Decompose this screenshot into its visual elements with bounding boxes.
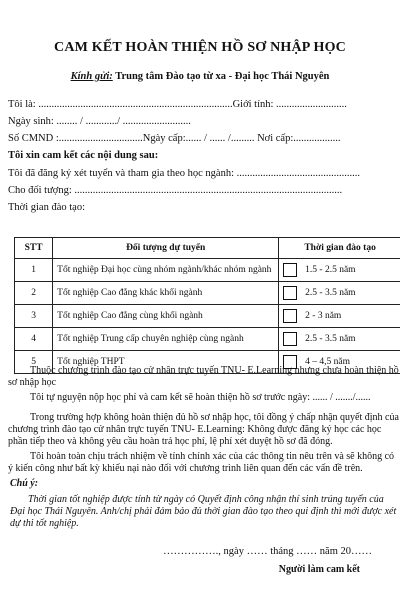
row-subject: Tốt nghiệp Cao đẳng cùng khối ngành [53,305,279,328]
paragraph-consequence: Trong trường hợp không hoàn thiện đủ hồ sơ nhập học, tôi đồng ý chấp nhận quyết định của chương trình đào tạo cử nhân trực tuyến TNU- E.Learning: Không được đăng ký học các học phần tiếp theo và không yêu cầu hoàn trả học phí, lệ phí xét duyệt hồ sơ đã đóng. [8,412,399,447]
table-row [15,282,400,305]
paragraph-responsibility: Tôi hoàn toàn chịu trách nhiệm về tính chính xác của các thông tin nêu trên và sẽ không có ý kiến công như bất kỳ khiếu nại nào đối với chương trình liên quan đến các vấn đề trên. [8,451,395,474]
row-stt: 3 [15,305,53,328]
dob-line: Ngày sinh: ........ / ............/ .......................... [8,116,191,127]
row-stt: 1 [15,259,53,282]
checkbox[interactable] [283,286,297,300]
col-header-duration: Thời gian đào tạo [279,238,400,259]
document-title: CAM KẾT HOÀN THIỆN HỒ SƠ NHẬP HỌC [54,40,346,55]
recipient-value: Trung tâm Đào tạo từ xa - Đại học Thái Nguyên [115,71,330,82]
row-duration: 4 – 4,5 năm [305,357,351,368]
duration-label: Thời gian đào tạo: [8,202,85,213]
table-row [15,259,400,282]
id-card-line: Số CMND :................................Ngày cấp:...... / ...... /......... Nơi cấp:.................. [8,133,341,144]
checkbox[interactable] [283,263,297,277]
commit-heading: Tôi xin cam kết các nội dung sau: [8,150,159,161]
row-subject: Tốt nghiệp Đại học cùng nhóm ngành/khác nhóm ngành [53,259,279,282]
row-duration: 2 - 3 năm [305,311,342,322]
row-duration-cell [279,305,400,328]
row-subject: Tốt nghiệp Trung cấp chuyên nghiệp cùng ngành [53,328,279,351]
signature-label: Người làm cam kết [278,564,360,575]
row-duration-cell [279,282,400,305]
col-header-subject: Đối tượng dự tuyển [53,238,279,259]
row-duration: 1.5 - 2.5 năm [305,265,356,276]
col-header-stt: STT [15,238,53,259]
row-stt: 4 [15,328,53,351]
row-duration: 2.5 - 3.5 năm [305,288,356,299]
registered-major-line: Tôi đã đăng ký xét tuyển và tham gia theo học ngành: ............................................... [8,168,360,179]
row-duration: 2.5 - 3.5 năm [305,334,356,345]
paragraph-program: Thuộc chương trình đào tạo cử nhân trực tuyến TNU- E.Learning nhưng chưa hoàn thiện hồ sơ nhập học [8,365,399,388]
note-text: Thời gian tốt nghiệp được tính từ ngày có Quyết định công nhận thí sinh trúng tuyển của Đại học Thái Nguyên. Anh/chị phải đảm bảo đủ thời gian đào tạo theo qui định thì mới được xét dự thi tốt nghiệp. [10,494,397,529]
recipient-label: Kính gửi: [70,71,113,82]
checkbox[interactable] [283,332,297,346]
row-duration-cell [279,259,400,282]
table-row [15,328,400,351]
enrollment-table [14,237,400,374]
table-header-row [15,238,400,259]
row-subject: Tốt nghiệp Cao đẳng khác khối ngành [53,282,279,305]
row-stt: 5 [15,351,53,374]
paragraph-deadline: Tôi tự nguyện nộp học phí và cam kết sẽ hoàn thiện hồ sơ trước ngày: ...... / ......./...... [30,392,371,403]
note-label: Chú ý: [10,478,39,489]
recipient-line [0,71,400,82]
target-line: Cho đối tượng: ...................................................................................................... [8,185,343,196]
row-duration-cell [279,328,400,351]
table-row [15,305,400,328]
checkbox[interactable] [283,309,297,323]
row-stt: 2 [15,282,53,305]
date-line: ……………., ngày …… tháng …… năm 20…… [163,546,372,557]
name-gender-line: Tôi là: ..........................................................................Giới tính: ........................... [8,99,347,110]
row-subject: Tốt nghiệp THPT [53,351,279,374]
